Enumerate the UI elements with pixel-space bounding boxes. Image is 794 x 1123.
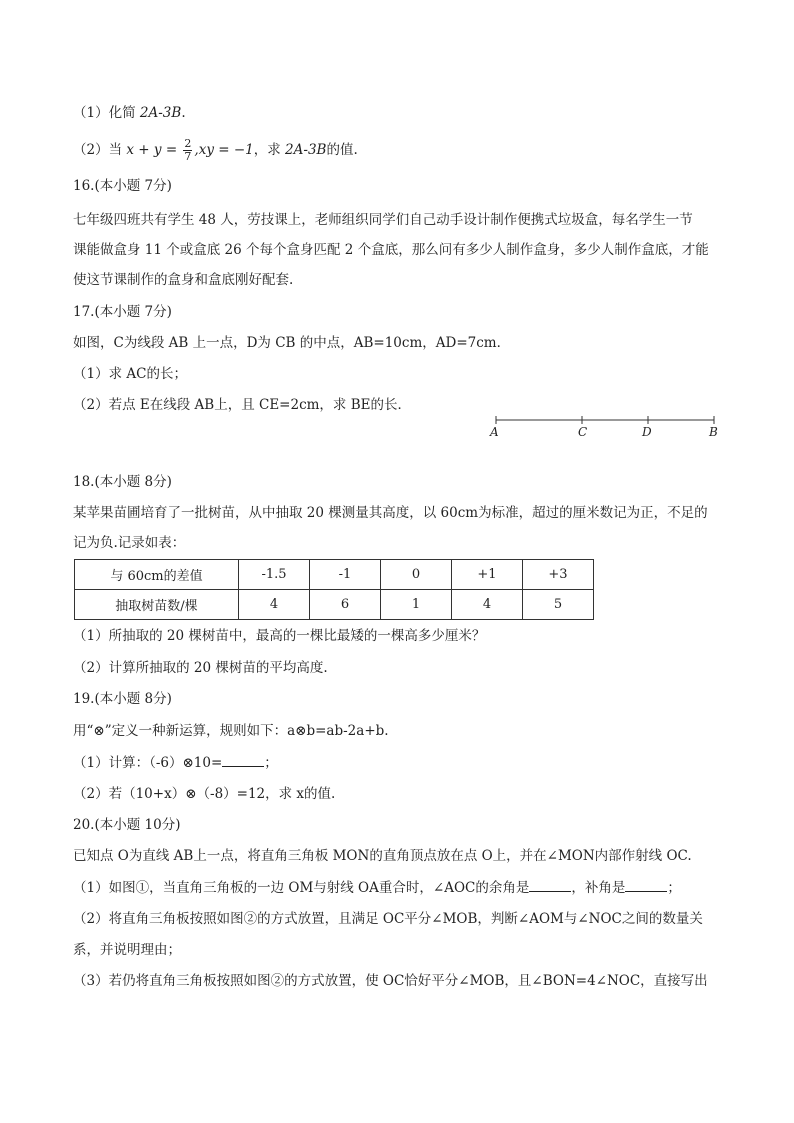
point-label-a: A [490,425,499,439]
q18-part-2: （2）计算所抽取的 20 棵树苗的平均高度. [73,660,328,676]
q20-part-3: （3）若仍将直角三角板按照如图②的方式放置，使 OC恰好平分∠MOB，且∠BON=4∠NOC，直接写出 [73,973,708,989]
q16-heading: 16.(本小题 7分) [73,178,172,194]
q19-part-1: （1）计算：（-6）⊗10= ； [73,752,278,773]
q18-heading: 18.(本小题 8分) [73,474,172,490]
q16-text-line-2: 课能做盒身 11 个或盒底 26 个每个盒身匹配 2 个盒底，那么问有多少人制作盒身，多少人制作盒底，才能 [73,242,709,258]
table-cell: -1 [310,560,381,590]
point-label-c: C [578,425,588,439]
table-cell: 0 [381,560,452,590]
question-15-part-2: （2）当 x + y = $\frac{2}{7}$ ,xy = −1，求 2A-3B的值. [73,137,358,163]
table-row [75,590,594,620]
segment-line-drawing [490,410,730,442]
table-row [75,560,594,590]
question-15-part-1: （1）化简 2A-3B. [73,105,186,121]
point-label-d: D [642,425,652,439]
answer-blank[interactable] [529,877,571,892]
q17-part-2: （2）若点 E在线段 AB上，且 CE=2cm，求 BE的长． [73,397,412,413]
q19-heading: 19.(本小题 8分) [73,691,172,707]
table-cell: 6 [310,590,381,620]
seedling-record-table [74,559,594,620]
q20-heading: 20.(本小题 10分) [73,817,181,833]
table-row-header: 抽取树苗数/棵 [75,590,239,620]
q18-text-line-1: 某苹果苗圃培育了一批树苗，从中抽取 20 棵测量其高度，以 60cm为标准，超过的厘米数记为正，不足的 [73,505,708,521]
q17-intro: 如图，C为线段 AB 上一点，D为 CB 的中点，AB=10cm，AD=7cm． [73,335,511,351]
q20-part-2-line-2: 系，并说明理由； [73,942,181,958]
q16-text-line-3: 使这节课制作的盒身和盒底刚好配套. [73,272,294,288]
segment-figure [490,410,730,446]
q17-heading: 17.(本小题 7分) [73,304,172,320]
q19-part-2: （2）若（10+x）⊗（-8）=12，求 x的值. [73,786,336,802]
table-cell: -1.5 [239,560,310,590]
q19-intro: 用“⊗”定义一种新运算，规则如下：a⊗b=ab-2a+b. [73,723,389,739]
answer-blank[interactable] [222,752,264,767]
table-cell: +1 [452,560,523,590]
q20-intro: 已知点 O为直线 AB上一点，将直角三角板 MON的直角顶点放在点 O上，并在∠MON内部作射线 OC. [73,848,692,864]
table-cell: 4 [239,590,310,620]
table-row-header: 与 60cm的差值 [75,560,239,590]
table-cell: +3 [523,560,594,590]
q18-text-line-2: 记为负.记录如表： [73,535,186,551]
q20-part-2-line-1: （2）将直角三角板按照如图②的方式放置，且满足 OC平分∠MOB，判断∠AOM与∠NOC之间的数量关 [73,911,703,927]
q20-part-1: （1）如图①，当直角三角板的一边 OM与射线 OA重合时，∠AOC的余角是 ，补角是 ； [73,877,681,898]
q17-part-1: （1）求 AC的长； [73,366,187,382]
point-label-b: B [709,425,718,439]
table-cell: 1 [381,590,452,620]
fraction-two-sevenths: $\frac{2}{7}$ [184,137,192,163]
q16-text-line-1: 七年级四班共有学生 48 人，劳技课上，老师组织同学们自己动手设计制作便携式垃圾盒，每名学生一节 [73,212,693,228]
table-cell: 5 [523,590,594,620]
table-cell: 4 [452,590,523,620]
answer-blank[interactable] [625,877,667,892]
q18-part-1: （1）所抽取的 20 棵树苗中，最高的一棵比最矮的一棵高多少厘米？ [73,628,486,644]
